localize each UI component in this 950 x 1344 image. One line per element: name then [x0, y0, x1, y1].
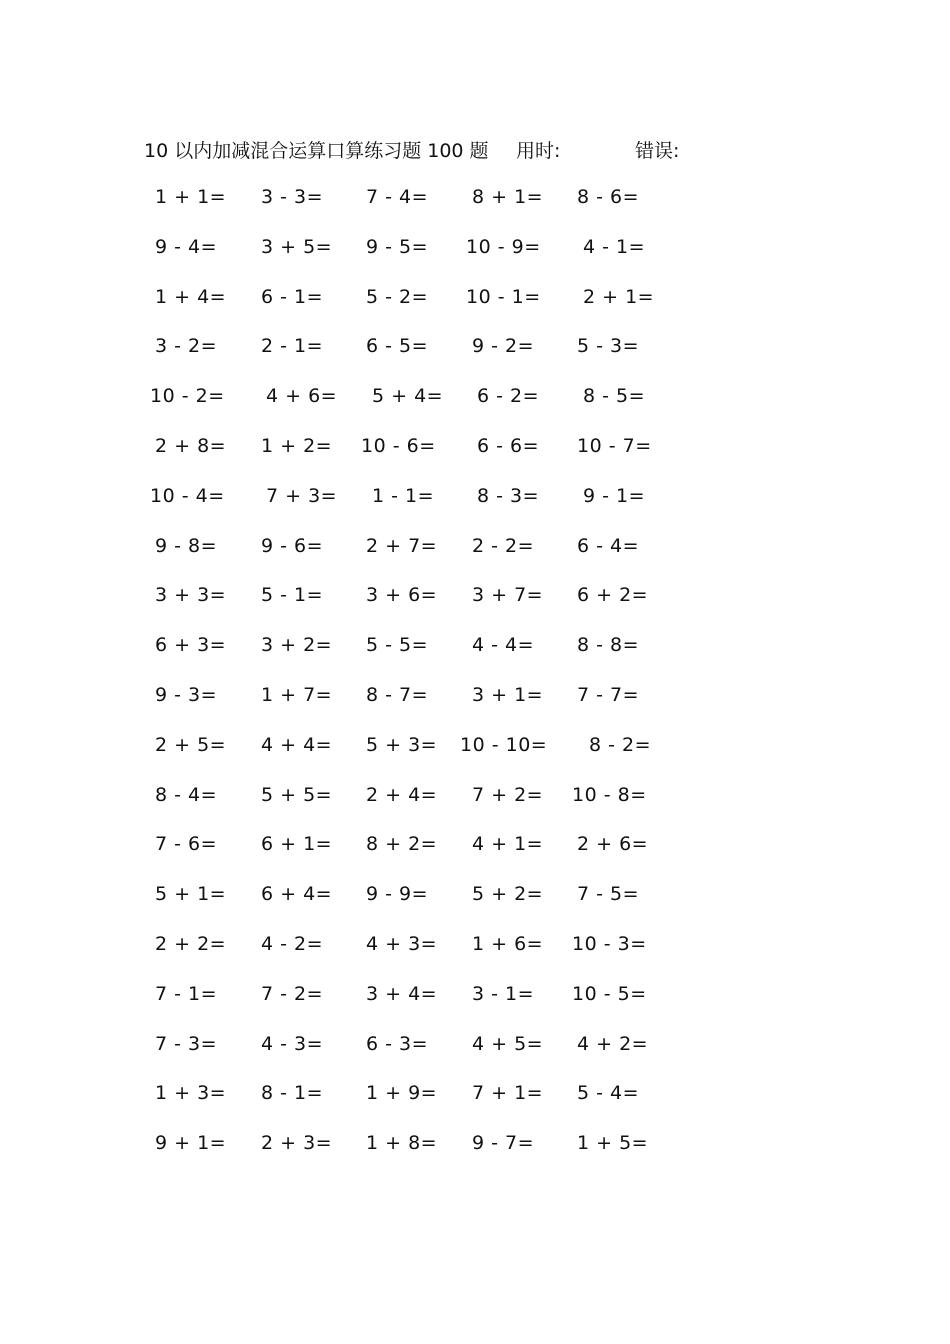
arithmetic-problem: 6 + 3= [155, 634, 227, 657]
arithmetic-problem: 8 + 1= [472, 186, 544, 208]
arithmetic-problem: 8 + 2= [366, 833, 438, 856]
problem-row [0, 921, 950, 971]
errors-label: 错误: [635, 140, 680, 162]
arithmetic-problem: 10 - 10= [460, 733, 548, 756]
arithmetic-problem: 2 + 4= [366, 783, 438, 806]
problem-row [0, 423, 950, 473]
arithmetic-problem: 9 - 3= [155, 683, 218, 706]
arithmetic-problem: 7 + 3= [266, 484, 338, 507]
problem-row [0, 821, 950, 871]
arithmetic-problem: 8 - 5= [583, 385, 646, 408]
arithmetic-problem: 9 - 2= [472, 335, 535, 358]
arithmetic-problem: 6 - 4= [577, 534, 640, 557]
problem-row [0, 274, 950, 324]
arithmetic-problem: 5 - 4= [577, 1082, 640, 1105]
arithmetic-problem: 10 - 1= [466, 285, 541, 308]
arithmetic-problem: 5 + 2= [472, 883, 544, 906]
arithmetic-problem: 6 + 2= [577, 584, 649, 607]
arithmetic-problem: 9 - 1= [583, 484, 646, 507]
arithmetic-problem: 5 - 1= [261, 584, 324, 607]
arithmetic-problem: 9 - 7= [472, 1132, 535, 1155]
arithmetic-problem: 8 - 8= [577, 634, 640, 657]
arithmetic-problem: 9 - 9= [366, 883, 429, 906]
arithmetic-problem: 3 + 3= [155, 584, 227, 607]
arithmetic-problem: 4 + 6= [266, 385, 338, 408]
arithmetic-problem: 1 + 4= [155, 285, 227, 308]
problem-row [0, 323, 950, 373]
arithmetic-problem: 10 - 5= [572, 982, 647, 1005]
arithmetic-problem: 2 + 3= [261, 1132, 333, 1155]
problem-row [0, 473, 950, 523]
arithmetic-problem: 3 + 5= [261, 235, 333, 258]
arithmetic-problem: 2 + 8= [155, 434, 227, 457]
arithmetic-problem: 10 - 3= [572, 932, 647, 955]
arithmetic-problem: 3 + 6= [366, 584, 438, 607]
arithmetic-problem: 10 - 4= [150, 484, 225, 507]
problem-row [0, 373, 950, 423]
arithmetic-problem: 5 - 3= [577, 335, 640, 358]
arithmetic-problem: 10 - 9= [466, 235, 541, 258]
arithmetic-problem: 5 - 2= [366, 285, 429, 308]
arithmetic-problem: 6 + 4= [261, 883, 333, 906]
problem-row [0, 572, 950, 622]
arithmetic-problem: 1 - 1= [372, 484, 435, 507]
arithmetic-problem: 1 + 2= [261, 434, 333, 457]
arithmetic-problem: 3 + 4= [366, 982, 438, 1005]
problem-row [0, 622, 950, 672]
arithmetic-problem: 4 + 2= [577, 1032, 649, 1055]
worksheet-title: 10 以内加减混合运算口算练习题 100 题 [144, 140, 489, 162]
arithmetic-problem: 10 - 7= [577, 434, 652, 457]
arithmetic-problem: 2 + 6= [577, 833, 649, 856]
arithmetic-problem: 3 + 1= [472, 683, 544, 706]
arithmetic-problem: 3 + 2= [261, 634, 333, 657]
arithmetic-problem: 8 - 6= [577, 186, 640, 208]
arithmetic-problem: 6 - 5= [366, 335, 429, 358]
arithmetic-problem: 8 - 7= [366, 683, 429, 706]
arithmetic-problem: 1 + 9= [366, 1082, 438, 1105]
problem-row [0, 1021, 950, 1071]
arithmetic-problem: 1 + 7= [261, 683, 333, 706]
arithmetic-problem: 6 - 6= [477, 434, 540, 457]
problem-row [0, 722, 950, 772]
arithmetic-problem: 3 - 2= [155, 335, 218, 358]
problem-row [0, 224, 950, 274]
arithmetic-problem: 7 - 7= [577, 683, 640, 706]
arithmetic-problem: 2 + 5= [155, 733, 227, 756]
arithmetic-problem: 4 - 4= [472, 634, 535, 657]
problem-grid [0, 174, 950, 1170]
arithmetic-problem: 8 - 1= [261, 1082, 324, 1105]
arithmetic-problem: 9 - 4= [155, 235, 218, 258]
arithmetic-problem: 7 - 6= [155, 833, 218, 856]
problem-row [0, 871, 950, 921]
arithmetic-problem: 3 + 7= [472, 584, 544, 607]
arithmetic-problem: 6 - 1= [261, 285, 324, 308]
arithmetic-problem: 2 + 7= [366, 534, 438, 557]
arithmetic-problem: 9 - 5= [366, 235, 429, 258]
arithmetic-problem: 1 + 1= [155, 186, 227, 208]
arithmetic-problem: 8 - 2= [589, 733, 652, 756]
problem-row [0, 971, 950, 1021]
time-used-label: 用时: [516, 140, 561, 162]
arithmetic-problem: 7 - 2= [261, 982, 324, 1005]
arithmetic-problem: 10 - 2= [150, 385, 225, 408]
arithmetic-problem: 5 + 1= [155, 883, 227, 906]
arithmetic-problem: 2 - 1= [261, 335, 324, 358]
arithmetic-problem: 4 - 1= [583, 235, 646, 258]
arithmetic-problem: 4 + 4= [261, 733, 333, 756]
problem-row [0, 772, 950, 822]
arithmetic-problem: 1 + 8= [366, 1132, 438, 1155]
arithmetic-problem: 2 + 1= [583, 285, 655, 308]
arithmetic-problem: 4 + 5= [472, 1032, 544, 1055]
arithmetic-problem: 4 + 1= [472, 833, 544, 856]
arithmetic-problem: 2 + 2= [155, 932, 227, 955]
arithmetic-problem: 5 + 3= [366, 733, 438, 756]
problem-row [0, 523, 950, 573]
arithmetic-problem: 5 + 4= [372, 385, 444, 408]
arithmetic-problem: 7 - 3= [155, 1032, 218, 1055]
arithmetic-problem: 4 + 3= [366, 932, 438, 955]
arithmetic-problem: 9 + 1= [155, 1132, 227, 1155]
arithmetic-problem: 7 + 2= [472, 783, 544, 806]
problem-row [0, 1120, 950, 1170]
arithmetic-problem: 6 + 1= [261, 833, 333, 856]
arithmetic-problem: 5 + 5= [261, 783, 333, 806]
arithmetic-problem: 8 - 4= [155, 783, 218, 806]
arithmetic-problem: 2 - 2= [472, 534, 535, 557]
arithmetic-problem: 1 + 6= [472, 932, 544, 955]
problem-row [0, 1070, 950, 1120]
arithmetic-problem: 7 - 4= [366, 186, 429, 208]
arithmetic-problem: 9 - 6= [261, 534, 324, 557]
arithmetic-problem: 7 - 5= [577, 883, 640, 906]
arithmetic-problem: 3 - 3= [261, 186, 324, 208]
arithmetic-problem: 6 - 3= [366, 1032, 429, 1055]
arithmetic-problem: 1 + 3= [155, 1082, 227, 1105]
arithmetic-problem: 6 - 2= [477, 385, 540, 408]
arithmetic-problem: 4 - 3= [261, 1032, 324, 1055]
arithmetic-problem: 9 - 8= [155, 534, 218, 557]
arithmetic-problem: 4 - 2= [261, 932, 324, 955]
arithmetic-problem: 10 - 6= [361, 434, 436, 457]
problem-row [0, 672, 950, 722]
arithmetic-problem: 7 - 1= [155, 982, 218, 1005]
arithmetic-problem: 1 + 5= [577, 1132, 649, 1155]
arithmetic-problem: 3 - 1= [472, 982, 535, 1005]
arithmetic-problem: 8 - 3= [477, 484, 540, 507]
problem-row [0, 174, 950, 224]
arithmetic-problem: 5 - 5= [366, 634, 429, 657]
arithmetic-problem: 10 - 8= [572, 783, 647, 806]
arithmetic-problem: 7 + 1= [472, 1082, 544, 1105]
